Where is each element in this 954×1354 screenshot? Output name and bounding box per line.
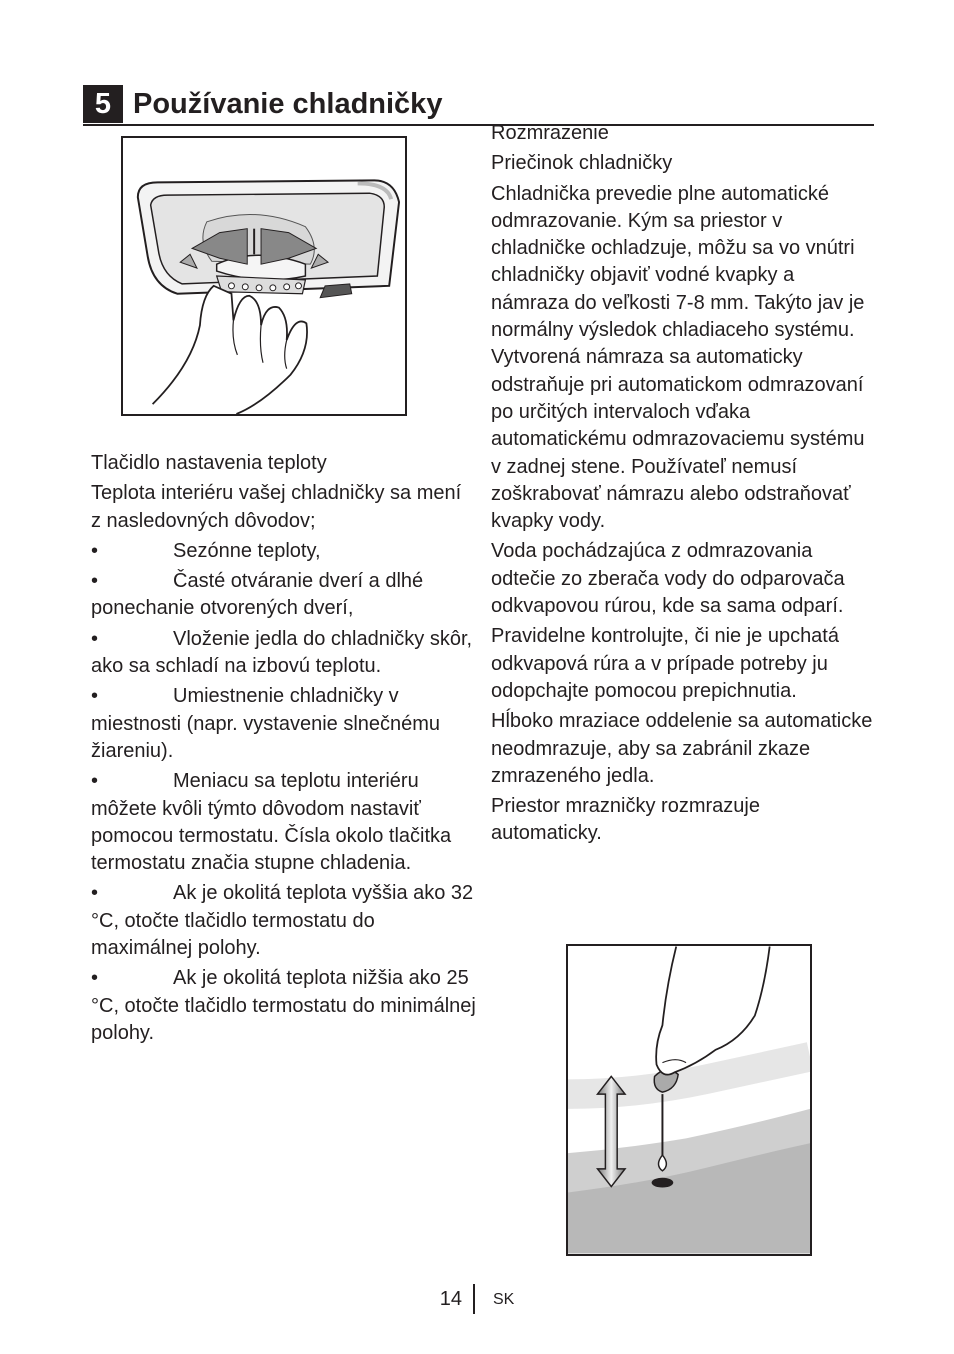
paragraph: Hĺboko mraziace oddelenie sa automaticke neodmrazuje, aby sa zabránil zkaze zmrazeného jedla. xyxy=(491,710,873,787)
paragraph: Pravidelne kontrolujte, či nie je upchatá odkvapová rúra a v prípade potreby ju odopchajte pomocou prepichnutia. xyxy=(491,625,839,702)
bullet-icon: • xyxy=(91,882,99,905)
thermostat-knob-drawing xyxy=(123,138,405,414)
drain-hole-cleaning-illustration xyxy=(566,944,812,1256)
drain-hole-drawing xyxy=(568,946,810,1254)
footer-divider xyxy=(473,1284,475,1314)
defrost-heading: Rozmrazenie xyxy=(491,122,609,144)
bullet-icon: • xyxy=(91,627,99,650)
bullet-icon: • xyxy=(91,539,99,562)
temperature-intro: Teplota interiéru vašej chladničky sa mení z nasledovných dôvodov; xyxy=(91,482,462,532)
bullet-item xyxy=(91,626,476,681)
bullet-icon: • xyxy=(91,770,99,793)
bullet-text: Časté otváranie dverí a dlhé ponechanie otvorených dverí, xyxy=(91,570,424,620)
section-title: Používanie chladničky xyxy=(133,88,443,120)
bullet-item xyxy=(91,965,476,1047)
paragraph: Voda pochádzajúca z odmrazovania odtečie zo zberača vody do odparovača odkvapovou rúrou, kde sa sama odparí. xyxy=(491,540,845,618)
bullet-text: Umiestnenie chladničky v miestnosti (napr. vystavenie slnečnému žiareniu). xyxy=(91,685,441,762)
bullet-item xyxy=(91,683,476,765)
paragraph: Chladnička prevedie plne automatické odmrazovanie. Kým sa priestor v chladničke ochladzuje, môžu sa vo vnútri chladničky objaviť vodné kvapky a námraza do veľkosti 7-8 mm. Takýto jav je normálny výsledok chladiaceho systému. Vytvorená námraza sa automaticky odstraňuje pri automatickom odmrazovaní po určitých intervaloch vďaka automatickému odmrazovaciemu systému v zadnej stene. Používateľ nemusí zoškrabovať námrazu alebo odstraňovať kvapky vody. xyxy=(491,182,865,533)
page-footer xyxy=(0,1284,954,1314)
bullet-item xyxy=(91,568,476,623)
section-number: 5 xyxy=(83,85,123,123)
left-column xyxy=(91,450,476,1050)
fridge-compartment-heading: Priečinok chladničky xyxy=(491,152,673,175)
bullet-icon: • xyxy=(91,685,99,708)
language-code: SK xyxy=(493,1291,515,1308)
right-column xyxy=(491,120,876,851)
bullet-text: Ak je okolitá teplota vyššia ako 32 °C, otočte tlačidlo termostatu do maximálnej polohy. xyxy=(91,882,474,960)
temperature-button-heading: Tlačidlo nastavenia teploty xyxy=(91,452,327,474)
bullet-item xyxy=(91,880,476,962)
bullet-icon: • xyxy=(91,570,99,593)
bullet-icon: • xyxy=(91,967,99,990)
bullet-item xyxy=(91,538,476,565)
bullet-item xyxy=(91,768,476,877)
bullet-text: Sezónne teploty, xyxy=(173,539,321,562)
thermostat-knob-illustration xyxy=(121,136,407,416)
paragraph: Priestor mrazničky rozmrazuje automaticky. xyxy=(491,795,760,845)
page-number: 14 xyxy=(439,1288,462,1310)
bullet-text: Ak je okolitá teplota nižšia ako 25 °C, otočte tlačidlo termostatu do minimálnej polohy. xyxy=(91,967,476,1044)
bullet-text: Vloženie jedla do chladničky skôr, ako sa schladí na izbovú teplotu. xyxy=(91,627,473,678)
bullet-text: Meniacu sa teplotu interiéru môžete kvôli týmto dôvodom nastaviť pomocou termostatu. Čísla okolo tlačitka termostatu značia stupne chladenia. xyxy=(91,770,452,875)
